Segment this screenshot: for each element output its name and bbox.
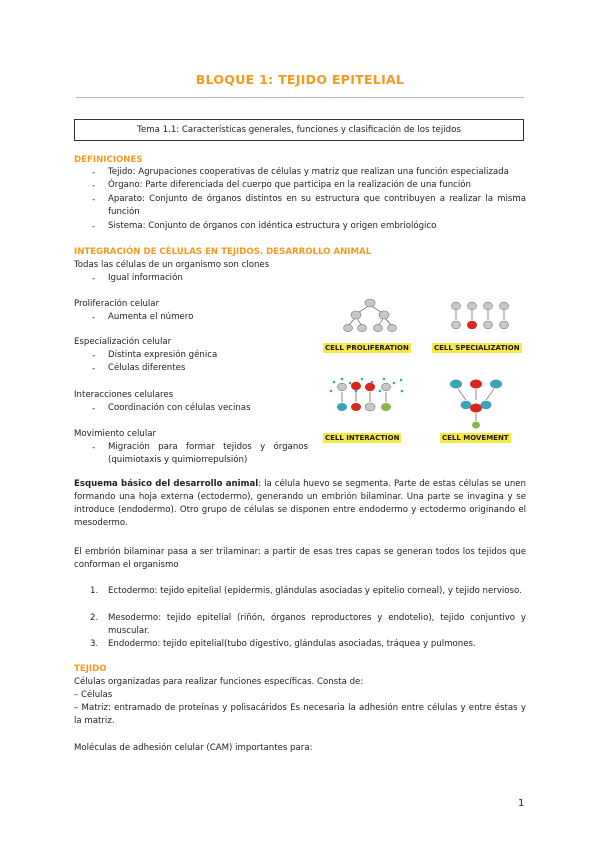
esquema-bold: Esquema básico del desarrollo animal [74, 479, 259, 489]
list-number: 2. [90, 613, 99, 623]
bullet-dash: - [92, 195, 96, 205]
capa-ectodermo: Ectodermo: tejido epitelial (epidermis, glándulas asociadas y epitelio corneal), y tejido nervioso. [108, 586, 522, 596]
label-cell-specialization: CELL SPECIALIZATION [434, 344, 520, 352]
movimiento-item: Migración para formar tejidos y órganos (quimiotaxis y quimiorrepulsión) [108, 442, 308, 465]
especializacion-item: Células diferentes [108, 363, 186, 373]
definicion-tejido: Tejido: Agrupaciones cooperativas de células y matriz que realizan una función especializada [108, 167, 509, 177]
bullet-dash: - [92, 351, 96, 361]
integracion-heading: INTEGRACIÓN DE CÉLULAS EN TEJIDOS. DESARROLLO ANIMAL [74, 247, 372, 257]
definicion-aparato: Aparato: Conjunto de órganos distintos en su estructura que contribuyen a realizar la misma función [108, 194, 526, 217]
especializacion-item: Distinta expresión génica [108, 350, 218, 360]
list-number: 1. [90, 586, 99, 596]
bullet-dash: - [92, 364, 96, 374]
bullet-dash: - [92, 222, 96, 232]
topic-box [74, 119, 524, 141]
bullet-dash: - [92, 181, 96, 191]
movimiento-text: Movimiento celular [74, 429, 157, 439]
tejido-celulas: – Células [74, 690, 113, 700]
bullet-dash: - [92, 168, 96, 178]
proliferacion-item: Aumenta el número [108, 312, 194, 322]
definiciones-heading: DEFINICIONES [74, 155, 143, 165]
tejido-intro: Células organizadas para realizar funciones específicas. Consta de: [74, 677, 364, 687]
document-title: BLOQUE 1: TEJIDO EPITELIAL [195, 72, 405, 87]
definicion-sistema: Sistema: Conjunto de órganos con idéntica estructura y origen embriológico [108, 221, 437, 231]
capa-endodermo: Endodermo: tejido epitelial(tubo digestivo, glándulas asociadas, tráquea y pulmones. [108, 639, 476, 649]
bullet-dash: - [92, 274, 96, 284]
page-number: 1 [518, 798, 525, 809]
definicion-organo: Órgano: Parte diferenciada del cuerpo que participa en la realización de una función [108, 180, 471, 190]
cell-movement-diagram [446, 378, 508, 432]
title-divider [76, 97, 524, 98]
label-cell-interaction: CELL INTERACTION [325, 434, 400, 442]
label-cell-proliferation: CELL PROLIFERATION [325, 344, 409, 352]
cell-proliferation-diagram [340, 298, 400, 334]
tejido-matriz: – Matriz: entramado de proteínas y polisacáridos Es necesaria la adhesión entre células y entre éstas y la matriz. [74, 703, 526, 726]
cell-specialization-diagram [448, 300, 512, 334]
esquema-paragraph [74, 478, 526, 530]
label-cell-movement: CELL MOVEMENT [442, 434, 509, 442]
proliferacion-text: Proliferación celular [74, 299, 160, 309]
topic-text: Tema 1.1: Características generales, funciones y clasificación de los tejidos [137, 125, 461, 135]
especializacion-text: Especialización celular [74, 337, 172, 347]
clones-item: Igual información [108, 273, 183, 283]
trilaminar-paragraph: El embrión bilaminar pasa a ser trilaminar: a partir de esas tres capas se generan todos los tejidos que conforman el organismo [74, 547, 526, 570]
esquema-rest: : la célula huevo se segmenta. Parte de estas células se unen formando una hoja externa (ectodermo), generando un embrión bilaminar. Una parte se invagina y se introduce (endodermo). Otro grupo de células se disponen entre endodermo y ectodermo originando el mesodermo. [74, 479, 527, 528]
tejido-cam: Moléculas de adhesión celular (CAM) importantes para: [74, 743, 313, 753]
cell-interaction-diagram [328, 376, 406, 418]
bullet-dash: - [92, 404, 96, 414]
bullet-dash: - [92, 443, 96, 453]
bullet-dash: - [92, 313, 96, 323]
capa-mesodermo: Mesodermo: tejido epitelial (riñón, órganos reproductores y endotelio), tejido conjuntivo y muscular. [108, 613, 526, 636]
interacciones-text: Interacciones celulares [74, 390, 174, 400]
list-number: 3. [90, 639, 99, 649]
clones-text: Todas las células de un organismo son clones [74, 260, 270, 270]
tejido-heading: TEJIDO [74, 664, 107, 674]
interacciones-item: Coordinación con células vecinas [108, 403, 251, 413]
